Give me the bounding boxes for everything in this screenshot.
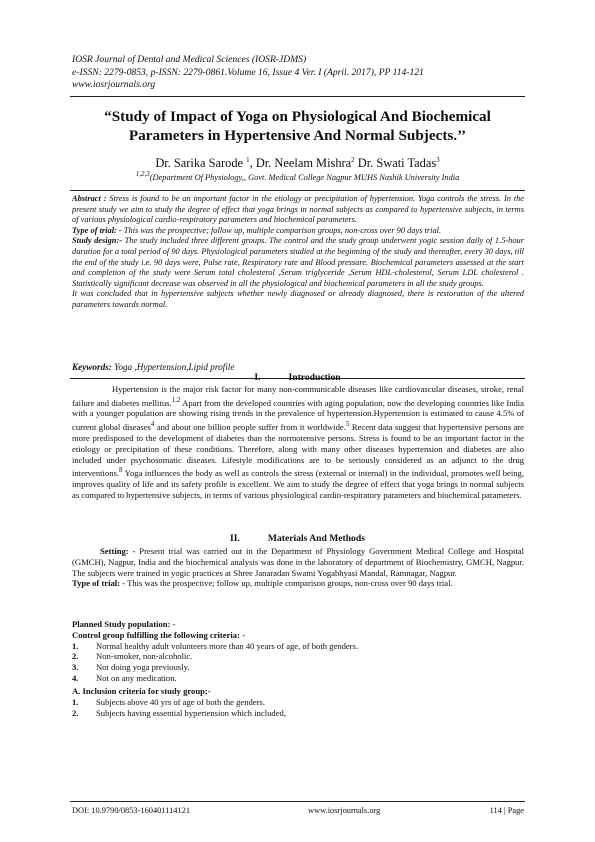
- affiliation-sup: 1,2,3: [135, 170, 150, 178]
- author-1-sup: 1: [246, 156, 250, 164]
- list-item: [72, 641, 524, 652]
- intro-text-5: Yoga influences the body as well as controls the stress (external or internal) in the individual, promotes well being, improves quality of life and its safety profile is excellent. We aim to study the degree of effect that yoga brings in normal subjects as compared to hypertensive subjects, in terms of various physiological cardio-respiratory parameters and biochemical parameters.: [72, 468, 524, 500]
- methods-title: Materials And Methods: [267, 533, 365, 544]
- author-list: [70, 153, 525, 170]
- footer-rule: [70, 801, 525, 802]
- intro-title: Introduction: [288, 372, 341, 383]
- footer-page-number: 114 | Page: [489, 806, 524, 815]
- journal-website[interactable]: www.iosrjournals.org: [72, 79, 156, 91]
- inclusion-heading: A. Inclusion criteria for study group;-: [72, 686, 211, 696]
- abstract-trial-text: This was the prospective; follow up, multiple comparison groups, non-cross over 90 days trial.: [121, 225, 442, 235]
- paper-title: “Study of Impact of Yoga on Physiological And Biochemical Parameters in Hypertensive And Normal Subjects.’’: [104, 108, 491, 144]
- abstract-text: Stress is found to be an important factor in the etiology or precipitation of hypertension. Yoga controls the stress. In the present study we aim to study the degree of effect that yoga brings in normal subjects as compared to hypertensive subjects, in terms of various physiological cardio-respiratory parameters and biochemical parameters.: [72, 194, 525, 225]
- inclusion-criteria: [72, 686, 524, 718]
- affiliation-text: (Department Of Physiology,, Govt. Medical College Nagpur MUHS Nashik University India: [149, 172, 460, 182]
- trial-label: Type of trial:: [72, 578, 121, 589]
- item-text: Non-smoker, non-alcoholic.: [96, 651, 193, 662]
- affiliation: [70, 169, 525, 183]
- abstract-top-rule: [70, 190, 525, 191]
- item-number: 4.: [72, 672, 79, 683]
- author-2: , Dr. Neelam Mishra: [249, 156, 352, 171]
- author-1: Dr. Sarika Sarode: [155, 156, 247, 171]
- footer-website[interactable]: www.iosrjournals.org: [308, 806, 381, 815]
- study-population: [72, 619, 524, 684]
- population-heading: Planned Study population: -: [72, 619, 176, 629]
- item-text: Not on any medication.: [96, 672, 177, 683]
- item-number: 2.: [72, 651, 79, 662]
- methods-number: II.: [230, 533, 240, 544]
- item-text: Not doing yoga previously.: [96, 662, 190, 673]
- methods-body: [72, 546, 524, 589]
- item-text: Normal healthy adult volunteers more than 40 years of age, of both genders.: [96, 640, 359, 651]
- item-number: 3.: [72, 662, 79, 673]
- abstract-conclusion: It was concluded that in hypertensive subjects whether newly diagnosed or already diagnosed, there is restoration of the altered parameters towards normal.: [72, 289, 524, 309]
- abstract-design-label: Study design:-: [72, 236, 123, 246]
- item-number: 1.: [72, 640, 79, 651]
- methods-heading: [70, 533, 525, 544]
- list-item: [72, 662, 524, 673]
- journal-header: [72, 54, 532, 92]
- abstract-design-text: The study included three different groups. The control and the study group underwent yogic session daily of 1.5-hour duration for a total period of 90 days. Physiological parameters studied at the beginning of the study and thereafter, every 30 days, till the end of the study i.e. 90 days were, Pulse rate, Respiratory rate and Blood pressure. Biochemical parameters assessed at the start and completion of the study were Serum total cholesterol ,Serum triglyceride ,Serum HDL-cholesterol, Serum LDL cholesterol . Statistically significant decrease was observed in all the physiological and biochemical parameters in all the study groups.: [72, 236, 524, 288]
- keywords: [72, 362, 524, 372]
- intro-text-4: Recent data suggest that hypertensive persons are more predisposed to the development of diabetes than the normotensive persons. Stress is found to be an important factor in the etiology or precipitation of these conditions. Therefore, along with many other diseases hypertension and diabetes are also included under psychosomatic diseases. Lifestyle modifications are to be seriously considered as an adjunct to the drug interventions.: [72, 422, 524, 479]
- item-text: Subjects having essential hypertension which included,: [96, 707, 286, 718]
- citation: 5: [345, 420, 350, 429]
- list-item: [72, 697, 524, 708]
- list-item: [72, 708, 524, 719]
- item-text: Subjects above 40 yrs of age of both the genders.: [96, 696, 265, 707]
- item-number: 2.: [72, 707, 79, 718]
- citation: 1,2: [171, 395, 181, 404]
- intro-body: [72, 384, 524, 501]
- abstract-trial-label: Type of trial: -: [72, 225, 122, 235]
- abstract-label: Abstract :: [72, 194, 107, 203]
- list-item: [72, 673, 524, 684]
- abstract: [72, 194, 524, 311]
- author-3-sup: 3: [436, 156, 440, 164]
- citation: 4: [150, 420, 155, 429]
- intro-number: I.: [254, 372, 261, 383]
- keywords-label: Keywords:: [72, 362, 112, 372]
- setting-text: Present trial was carried out in the Department of Physiology Government Medical College and Hospital (GMCH), Nagpur, India and the biochemical analysis was done in the laboratory of department of Biochemistry, GMCH, Nagpur. The subjects were trained in yogic practices at Shree Janaradan Swami Yogabhyasi Mandal, Ramnagar, Nagpur.: [72, 546, 524, 578]
- journal-name: IOSR Journal of Dental and Medical Sciences (IOSR-JDMS): [72, 54, 307, 65]
- intro-text-2: Apart from the developed countries with aging population, now the developing countries like India with a younger population are showing rising trends in the prevalence of hypertension.Hypertension is estimated to cause 4.5% of current global diseases: [72, 397, 524, 433]
- footer-doi: DOI: 10.9790/0853-160401114121: [72, 806, 191, 815]
- citation: 8: [119, 466, 123, 475]
- author-3: Dr. Swati Tadas: [354, 156, 437, 171]
- header-rule: [70, 96, 525, 97]
- author-2-sup: 2: [351, 156, 355, 164]
- intro-text-3: and about one billion people suffer from it worldwide.: [154, 422, 346, 433]
- journal-issn: e-ISSN: 2279-0853, p-ISSN: 2279-0861.Volume 16, Issue 4 Ver. I (April. 2017), PP 114-121: [72, 66, 424, 78]
- control-group-heading: Control group fulfilling the following criteria: -: [72, 629, 245, 640]
- list-item: [72, 651, 524, 662]
- keywords-text: Yoga ,Hypertension,Lipid profile: [111, 362, 235, 372]
- setting-label: Setting: -: [100, 546, 136, 556]
- trial-text: - This was the prospective; follow up, multiple comparison groups, non-cross over 90 days trial.: [120, 578, 453, 589]
- item-number: 1.: [72, 696, 79, 707]
- intro-heading: [70, 372, 525, 383]
- intro-text-1: Hypertension is the major risk factor for many non-communicable diseases like cardiovascular diseases, stroke, renal failure and diabetes mellitus.: [72, 384, 524, 408]
